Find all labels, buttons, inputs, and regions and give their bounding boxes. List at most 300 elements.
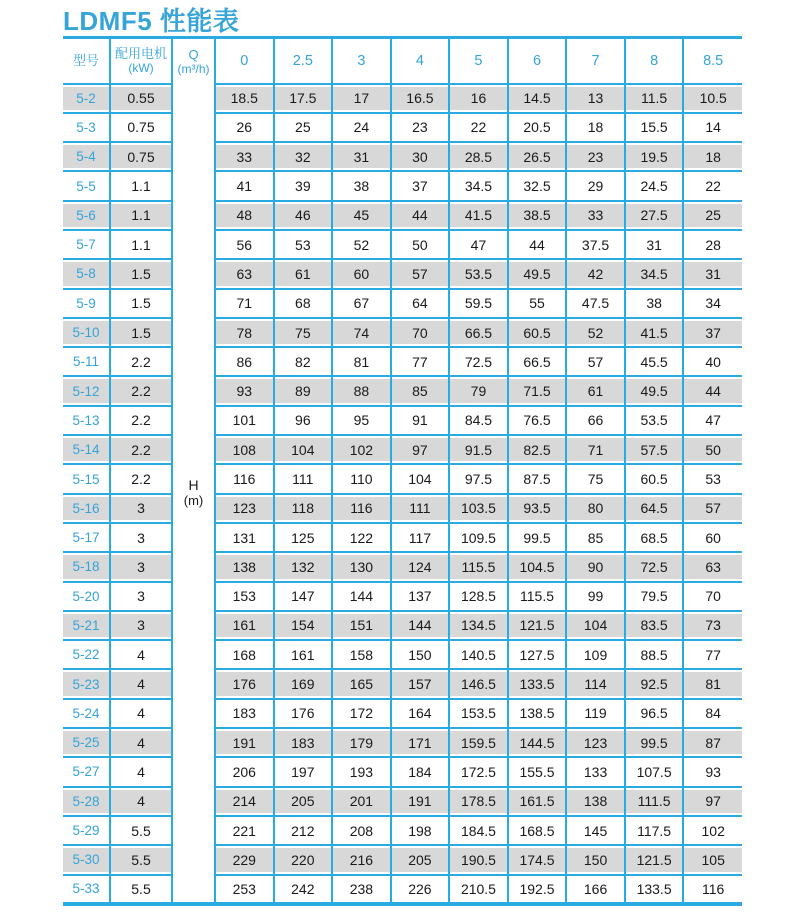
table-row [63,699,742,728]
model-cell: 5-9 [63,289,110,318]
head-value-cell: 108 [215,435,274,464]
head-value-cell: 72.5 [449,347,508,376]
head-value-cell: 80 [566,494,625,523]
head-value-cell: 174.5 [508,845,567,874]
table-row [63,611,742,640]
head-value-cell: 57 [683,494,742,523]
motor-kw-cell: 4 [110,640,172,669]
head-value-cell: 133 [566,757,625,786]
head-value-cell: 238 [332,875,391,904]
head-value-cell: 191 [391,787,450,816]
head-value-cell: 95 [332,406,391,435]
head-value-cell: 13 [566,84,625,113]
head-value-cell: 212 [274,816,333,845]
motor-kw-cell: 1.1 [110,171,172,200]
model-cell: 5-6 [63,201,110,230]
head-value-cell: 229 [215,845,274,874]
head-value-cell: 161 [215,611,274,640]
table-row [63,201,742,230]
head-value-cell: 92.5 [625,669,684,698]
head-value-cell: 47 [683,406,742,435]
head-value-cell: 93 [683,757,742,786]
header-q-unit: (m³/h) [177,61,210,76]
head-value-cell: 68.5 [625,523,684,552]
head-value-cell: 45.5 [625,347,684,376]
table-row [63,113,742,142]
head-value-cell: 128.5 [449,582,508,611]
head-value-cell: 119 [566,699,625,728]
head-value-cell: 130 [332,552,391,581]
head-value-cell: 133.5 [625,875,684,904]
table-row [63,435,742,464]
head-value-cell: 81 [683,669,742,698]
head-value-cell: 117 [391,523,450,552]
head-value-cell: 11.5 [625,84,684,113]
motor-kw-cell: 3 [110,552,172,581]
head-value-cell: 14.5 [508,84,567,113]
header-flow-q [172,38,215,84]
head-value-cell: 64 [391,289,450,318]
head-value-cell: 60.5 [625,464,684,493]
model-cell: 5-23 [63,669,110,698]
head-value-cell: 84 [683,699,742,728]
head-value-cell: 33 [566,201,625,230]
head-value-cell: 97 [683,787,742,816]
head-value-cell: 57.5 [625,435,684,464]
head-value-cell: 70 [683,582,742,611]
head-value-cell: 67 [332,289,391,318]
head-value-cell: 157 [391,669,450,698]
head-value-cell: 198 [391,816,450,845]
head-value-cell: 145 [566,816,625,845]
head-value-cell: 39 [274,171,333,200]
head-value-cell: 84.5 [449,406,508,435]
head-value-cell: 86 [215,347,274,376]
head-value-cell: 208 [332,816,391,845]
head-value-cell: 179 [332,728,391,757]
head-value-cell: 102 [332,435,391,464]
table-row [63,142,742,171]
table-row [63,347,742,376]
motor-kw-cell: 0.75 [110,142,172,171]
head-value-cell: 111.5 [625,787,684,816]
head-value-cell: 164 [391,699,450,728]
model-cell: 5-5 [63,171,110,200]
head-value-cell: 111 [391,494,450,523]
header-flow-value: 3 [332,38,391,84]
head-value-cell: 155.5 [508,757,567,786]
head-value-cell: 32 [274,142,333,171]
head-value-cell: 81 [332,347,391,376]
motor-kw-cell: 1.5 [110,259,172,288]
header-flow-value: 8 [625,38,684,84]
head-value-cell: 154 [274,611,333,640]
head-value-cell: 66.5 [449,318,508,347]
head-value-cell: 14 [683,113,742,142]
table-row [63,406,742,435]
head-value-cell: 176 [274,699,333,728]
head-value-cell: 131 [215,523,274,552]
motor-kw-cell: 2.2 [110,464,172,493]
head-value-cell: 161 [274,640,333,669]
model-cell: 5-27 [63,757,110,786]
model-cell: 5-25 [63,728,110,757]
head-value-cell: 201 [332,787,391,816]
model-cell: 5-21 [63,611,110,640]
head-value-cell: 38 [332,171,391,200]
head-value-cell: 153.5 [449,699,508,728]
head-value-cell: 41 [215,171,274,200]
head-value-cell: 184.5 [449,816,508,845]
head-value-cell: 193 [332,757,391,786]
head-value-cell: 70 [391,318,450,347]
head-value-cell: 133.5 [508,669,567,698]
table-row [63,582,742,611]
head-value-cell: 49.5 [508,259,567,288]
head-value-cell: 31 [683,259,742,288]
head-value-cell: 125 [274,523,333,552]
head-value-cell: 109.5 [449,523,508,552]
head-value-cell: 18.5 [215,84,274,113]
head-value-cell: 78 [215,318,274,347]
head-value-cell: 116 [332,494,391,523]
head-value-cell: 191 [215,728,274,757]
model-cell: 5-10 [63,318,110,347]
table-row [63,318,742,347]
model-cell: 5-14 [63,435,110,464]
head-value-cell: 34 [683,289,742,318]
head-value-cell: 17 [332,84,391,113]
head-value-cell: 61 [566,376,625,405]
head-value-cell: 85 [566,523,625,552]
table-row [63,728,742,757]
head-value-cell: 71.5 [508,376,567,405]
head-value-cell: 53 [683,464,742,493]
head-value-cell: 16 [449,84,508,113]
head-value-cell: 146.5 [449,669,508,698]
header-row [63,38,742,84]
head-value-cell: 56 [215,230,274,259]
head-value-cell: 116 [215,464,274,493]
head-value-cell: 79.5 [625,582,684,611]
header-motor-label: 配用电机 [114,46,167,62]
head-value-cell: 53.5 [625,406,684,435]
head-value-cell: 79 [449,376,508,405]
head-value-cell: 127.5 [508,640,567,669]
head-value-cell: 15.5 [625,113,684,142]
head-value-cell: 158 [332,640,391,669]
head-value-cell: 214 [215,787,274,816]
head-value-cell: 37 [683,318,742,347]
head-value-cell: 96 [274,406,333,435]
head-value-cell: 138 [215,552,274,581]
head-value-cell: 44 [683,376,742,405]
head-value-cell: 63 [215,259,274,288]
header-flow-value: 4 [391,38,450,84]
header-flow-value: 2.5 [274,38,333,84]
head-value-cell: 38.5 [508,201,567,230]
model-cell: 5-20 [63,582,110,611]
head-value-cell: 37 [391,171,450,200]
head-value-cell: 50 [391,230,450,259]
head-value-cell: 57 [391,259,450,288]
head-value-cell: 144.5 [508,728,567,757]
model-cell: 5-29 [63,816,110,845]
head-value-cell: 23 [566,142,625,171]
head-value-cell: 33 [215,142,274,171]
model-cell: 5-18 [63,552,110,581]
head-value-cell: 99.5 [508,523,567,552]
model-cell: 5-22 [63,640,110,669]
head-value-cell: 52 [332,230,391,259]
head-value-cell: 117.5 [625,816,684,845]
table-row [63,230,742,259]
head-value-cell: 101 [215,406,274,435]
table-row [63,757,742,786]
model-cell: 5-11 [63,347,110,376]
head-value-cell: 37.5 [566,230,625,259]
head-value-cell: 28 [683,230,742,259]
head-value-cell: 75 [274,318,333,347]
head-value-cell: 49.5 [625,376,684,405]
head-value-cell: 168.5 [508,816,567,845]
head-value-cell: 41.5 [449,201,508,230]
model-cell: 5-33 [63,875,110,904]
motor-kw-cell: 5.5 [110,816,172,845]
head-value-cell: 210.5 [449,875,508,904]
header-motor-unit: (kW) [128,61,154,76]
table-header [63,38,742,84]
head-value-cell: 172 [332,699,391,728]
head-value-cell: 104 [566,611,625,640]
head-value-cell: 144 [391,611,450,640]
head-unit: (m) [183,493,204,509]
head-value-cell: 26 [215,113,274,142]
head-value-cell: 32.5 [508,171,567,200]
head-value-cell: 53.5 [449,259,508,288]
head-value-cell: 63 [683,552,742,581]
motor-kw-cell: 4 [110,787,172,816]
head-value-cell: 31 [332,142,391,171]
head-value-cell: 138.5 [508,699,567,728]
head-value-cell: 104 [391,464,450,493]
model-cell: 5-24 [63,699,110,728]
head-value-cell: 103.5 [449,494,508,523]
head-value-cell: 111 [274,464,333,493]
head-value-cell: 216 [332,845,391,874]
head-value-cell: 121.5 [625,845,684,874]
motor-kw-cell: 5.5 [110,845,172,874]
motor-kw-cell: 2.2 [110,376,172,405]
motor-kw-cell: 5.5 [110,875,172,904]
table-row [63,171,742,200]
head-value-cell: 74 [332,318,391,347]
head-value-cell: 31 [625,230,684,259]
head-value-cell: 60.5 [508,318,567,347]
head-value-cell: 24.5 [625,171,684,200]
table-row [63,494,742,523]
head-value-cell: 83.5 [625,611,684,640]
head-value-cell: 38 [625,289,684,318]
head-value-cell: 192.5 [508,875,567,904]
head-value-cell: 88 [332,376,391,405]
head-value-cell: 34.5 [449,171,508,200]
motor-kw-cell: 1.1 [110,201,172,230]
motor-kw-cell: 4 [110,728,172,757]
head-value-cell: 55 [508,289,567,318]
head-value-cell: 132 [274,552,333,581]
head-value-cell: 46 [274,201,333,230]
head-value-cell: 59.5 [449,289,508,318]
head-value-cell: 97 [391,435,450,464]
head-value-cell: 73 [683,611,742,640]
motor-kw-cell: 3 [110,523,172,552]
motor-kw-cell: 3 [110,582,172,611]
head-value-cell: 197 [274,757,333,786]
head-value-cell: 104.5 [508,552,567,581]
head-value-cell: 121.5 [508,611,567,640]
head-value-cell: 68 [274,289,333,318]
head-value-cell: 115.5 [508,582,567,611]
table-row [63,464,742,493]
head-value-cell: 89 [274,376,333,405]
head-value-cell: 138 [566,787,625,816]
head-value-cell: 22 [683,171,742,200]
head-value-cell: 93.5 [508,494,567,523]
table-row [63,259,742,288]
motor-kw-cell: 3 [110,494,172,523]
head-value-cell: 19.5 [625,142,684,171]
head-value-cell: 166 [566,875,625,904]
head-value-cell: 183 [215,699,274,728]
head-value-cell: 159.5 [449,728,508,757]
head-value-cell: 24 [332,113,391,142]
table-row [63,640,742,669]
head-value-cell: 18 [683,142,742,171]
motor-kw-cell: 4 [110,699,172,728]
head-value-cell: 30 [391,142,450,171]
head-value-cell: 183 [274,728,333,757]
head-value-cell: 107.5 [625,757,684,786]
motor-kw-cell: 1.5 [110,318,172,347]
head-value-cell: 72.5 [625,552,684,581]
head-value-cell: 18 [566,113,625,142]
head-value-cell: 150 [391,640,450,669]
model-cell: 5-12 [63,376,110,405]
head-value-cell: 25 [683,201,742,230]
head-value-cell: 50 [683,435,742,464]
head-value-cell: 28.5 [449,142,508,171]
table-row [63,523,742,552]
head-value-cell: 168 [215,640,274,669]
head-value-cell: 77 [683,640,742,669]
head-value-cell: 87 [683,728,742,757]
head-value-cell: 82.5 [508,435,567,464]
head-value-cell: 44 [508,230,567,259]
head-value-cell: 165 [332,669,391,698]
head-value-cell: 242 [274,875,333,904]
head-value-cell: 66 [566,406,625,435]
head-value-cell: 42 [566,259,625,288]
head-value-cell: 77 [391,347,450,376]
head-value-cell: 27.5 [625,201,684,230]
header-flow-value: 8.5 [683,38,742,84]
head-value-cell: 99 [566,582,625,611]
header-flow-value: 6 [508,38,567,84]
header-flow-value: 5 [449,38,508,84]
head-value-cell: 221 [215,816,274,845]
head-value-cell: 53 [274,230,333,259]
table-row [63,787,742,816]
model-cell: 5-17 [63,523,110,552]
head-value-cell: 184 [391,757,450,786]
head-value-cell: 205 [274,787,333,816]
page-title: LDMF5 性能表 [63,6,240,36]
head-value-cell: 190.5 [449,845,508,874]
motor-kw-cell: 3 [110,611,172,640]
head-value-cell: 85 [391,376,450,405]
motor-kw-cell: 1.1 [110,230,172,259]
motor-kw-cell: 1.5 [110,289,172,318]
header-q-label: Q [188,46,199,62]
head-value-cell: 169 [274,669,333,698]
header-flow-value: 7 [566,38,625,84]
head-meters-merged-cell [172,84,215,904]
head-value-cell: 48 [215,201,274,230]
motor-kw-cell: 4 [110,669,172,698]
head-value-cell: 47 [449,230,508,259]
head-value-cell: 114 [566,669,625,698]
header-flow-value: 0 [215,38,274,84]
model-cell: 5-16 [63,494,110,523]
head-value-cell: 17.5 [274,84,333,113]
head-value-cell: 26.5 [508,142,567,171]
head-value-cell: 88.5 [625,640,684,669]
head-value-cell: 151 [332,611,391,640]
model-cell: 5-4 [63,142,110,171]
head-value-cell: 124 [391,552,450,581]
head-value-cell: 206 [215,757,274,786]
head-value-cell: 75 [566,464,625,493]
head-value-cell: 93 [215,376,274,405]
head-value-cell: 34.5 [625,259,684,288]
head-value-cell: 205 [391,845,450,874]
head-value-cell: 144 [332,582,391,611]
head-value-cell: 147 [274,582,333,611]
head-value-cell: 105 [683,845,742,874]
table-row [63,376,742,405]
head-value-cell: 171 [391,728,450,757]
head-value-cell: 52 [566,318,625,347]
motor-kw-cell: 2.2 [110,347,172,376]
motor-kw-cell: 2.2 [110,435,172,464]
head-value-cell: 153 [215,582,274,611]
head-value-cell: 226 [391,875,450,904]
head-value-cell: 71 [566,435,625,464]
head-value-cell: 110 [332,464,391,493]
head-value-cell: 115.5 [449,552,508,581]
head-value-cell: 172.5 [449,757,508,786]
head-value-cell: 102 [683,816,742,845]
model-cell: 5-3 [63,113,110,142]
head-value-cell: 57 [566,347,625,376]
model-cell: 5-15 [63,464,110,493]
header-model-label: 型号 [72,53,99,69]
head-value-cell: 161.5 [508,787,567,816]
head-value-cell: 123 [215,494,274,523]
head-label: H [188,477,199,494]
head-value-cell: 137 [391,582,450,611]
